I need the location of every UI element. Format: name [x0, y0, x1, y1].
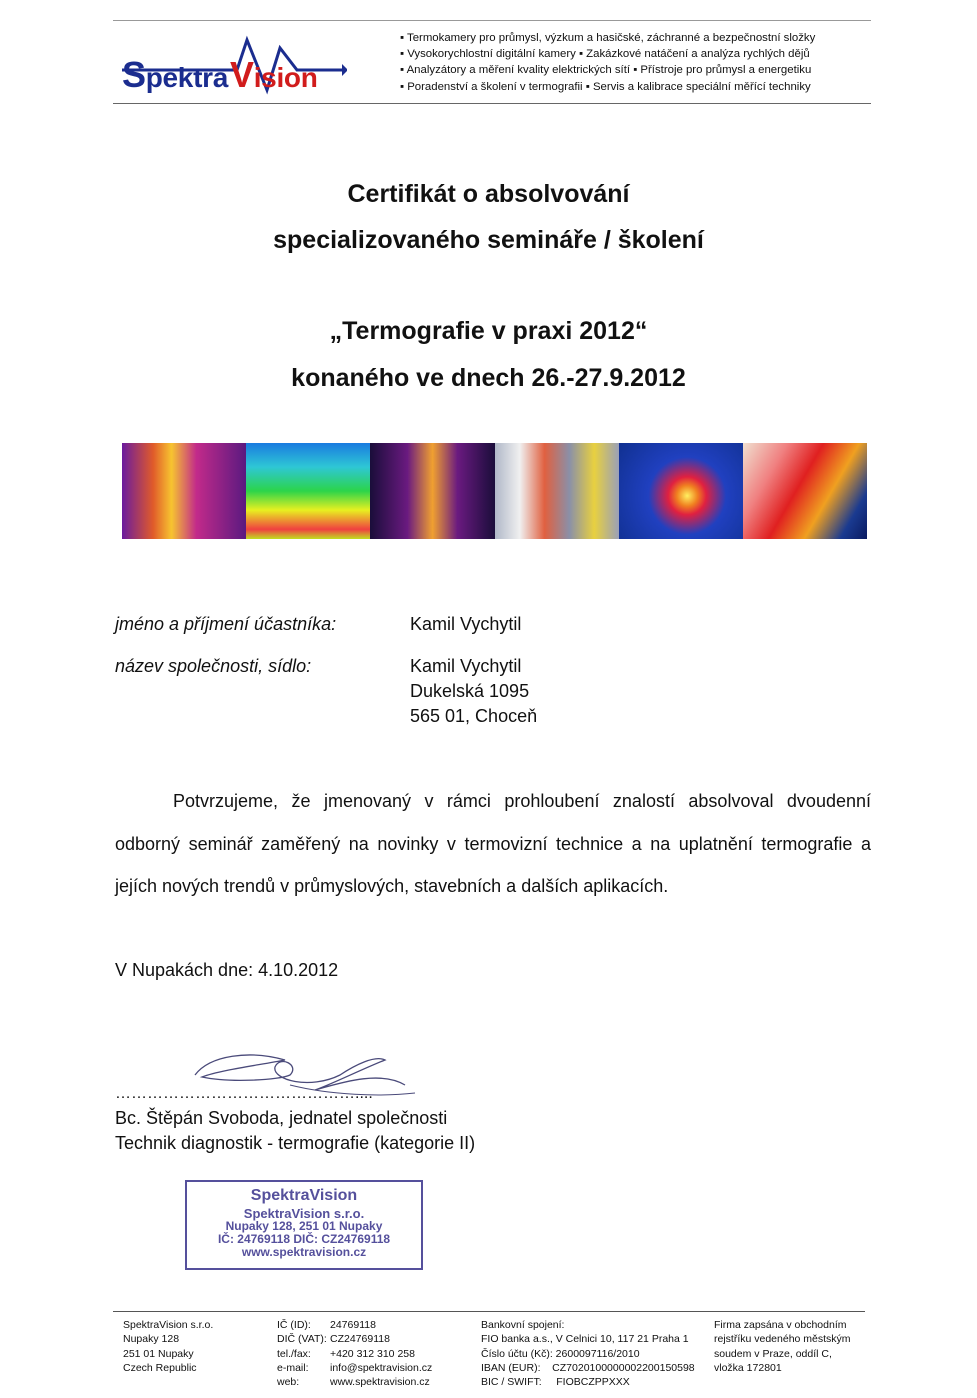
footer-line: IČ (ID): 24769118 — [277, 1319, 376, 1331]
footer-line: Nupaky 128 — [123, 1333, 180, 1346]
thermal-images-strip — [122, 443, 867, 539]
thermal-image-house — [246, 443, 370, 539]
stamp-ids: IČ: 24769118 DIČ: CZ24769118 — [217, 1232, 391, 1246]
footer-line: IBAN (EUR): CZ7020100000002200150598 — [481, 1361, 695, 1374]
company-line: Dukelská 1095 — [410, 681, 530, 701]
company-line: 565 01, Choceň — [410, 706, 538, 726]
seminar-name: „Termografie v praxi 2012“ — [329, 317, 648, 345]
service-line: ▪ Vysokorychlostní digitální kamery ▪ Zakázkové natáčení a analýza rychlých dějů — [400, 48, 810, 61]
footer-company — [123, 1318, 213, 1375]
service-line: ▪ Poradenství a školení v termografii ▪ Servis a kalibrace speciální měřící techniky — [400, 80, 811, 93]
footer-line: rejstříku vedeného městským — [714, 1333, 851, 1346]
footer-ids — [277, 1318, 432, 1389]
signatory-name: Bc. Štěpán Svoboda, jednatel společnosti — [115, 1108, 448, 1128]
footer-rule — [113, 1311, 865, 1312]
thermal-image-pipes — [495, 443, 619, 539]
service-line: ▪ Termokamery pro průmysl, výzkum a hasičské, záchranné a bezpečnostní složky — [400, 32, 816, 44]
footer-line: BIC / SWIFT: FIOBCZPPXXX — [481, 1376, 630, 1389]
participant-name-label: jméno a příjmení účastníka: — [115, 614, 337, 634]
participant-name-value: Kamil Vychytil — [410, 614, 522, 634]
certificate-subtitle: specializovaného semináře / školení — [273, 226, 704, 254]
company-stamp — [185, 1180, 423, 1270]
confirmation-paragraph: Potvrzujeme, že jmenovaný v rámci prohloubení znalostí absolvoval dvoudenní odborný seminář zaměřený na novinky v termovizní technice a na uplatnění termografie a jejích nových trendů v průmyslových, stavebních a dalších aplikacích. — [115, 791, 871, 896]
footer-line: Bankovní spojení: — [481, 1319, 565, 1331]
footer-bank — [481, 1318, 695, 1389]
stamp-logo: SpektraVision — [250, 1187, 358, 1204]
thermal-image-electrical — [370, 443, 494, 539]
company-label: název společnosti, sídlo: — [115, 656, 312, 676]
service-line: ▪ Analyzátory a měření kvality elektrických sítí ▪ Přístroje pro průmysl a energetiku — [400, 64, 812, 77]
footer-line: FIO banka a.s., V Celnici 10, 117 21 Praha 1 — [481, 1333, 689, 1346]
certificate-title: Certifikát o absolvování — [347, 180, 630, 208]
stamp-address: Nupaky 128, 251 01 Nupaky — [225, 1219, 383, 1233]
footer-line: vložka 172801 — [714, 1361, 782, 1374]
company-line: Kamil Vychytil — [410, 656, 522, 676]
logo-text: SpektraVision — [122, 54, 318, 95]
place-date: V Nupakách dne: 4.10.2012 — [115, 960, 339, 980]
thermal-image-cylinder — [743, 443, 867, 539]
seminar-dates: konaného ve dnech 26.-27.9.2012 — [291, 364, 686, 392]
header-bottom-rule — [113, 103, 871, 104]
footer-line: web: www.spektravision.cz — [277, 1376, 430, 1389]
footer-line: tel./fax: +420 312 310 258 — [277, 1347, 415, 1360]
footer-line: DIČ (VAT): CZ24769118 — [277, 1333, 390, 1346]
thermal-image-circuit — [619, 443, 743, 539]
thermal-image-machine — [122, 443, 246, 539]
footer-line: Firma zapsána v obchodním — [714, 1319, 847, 1331]
spektravision-logo — [122, 30, 347, 100]
services-list — [400, 30, 870, 95]
signatory-role: Technik diagnostik - termografie (kategorie II) — [115, 1133, 476, 1153]
signature-dots: ……………………………………….... — [115, 1085, 373, 1102]
header-top-rule — [113, 20, 871, 21]
footer-line: Czech Republic — [123, 1361, 197, 1374]
footer-registration — [714, 1318, 851, 1375]
footer-line: Číslo účtu (Kč): 2600097116/2010 — [481, 1347, 640, 1360]
stamp-company: SpektraVision s.r.o. — [243, 1206, 365, 1221]
footer-line: e-mail: info@spektravision.cz — [277, 1361, 433, 1374]
footer-line: soudem v Praze, oddíl C, — [714, 1347, 832, 1360]
footer-line: 251 01 Nupaky — [123, 1347, 194, 1360]
stamp-web: www.spektravision.cz — [241, 1245, 367, 1259]
footer-line: SpektraVision s.r.o. — [123, 1319, 214, 1331]
